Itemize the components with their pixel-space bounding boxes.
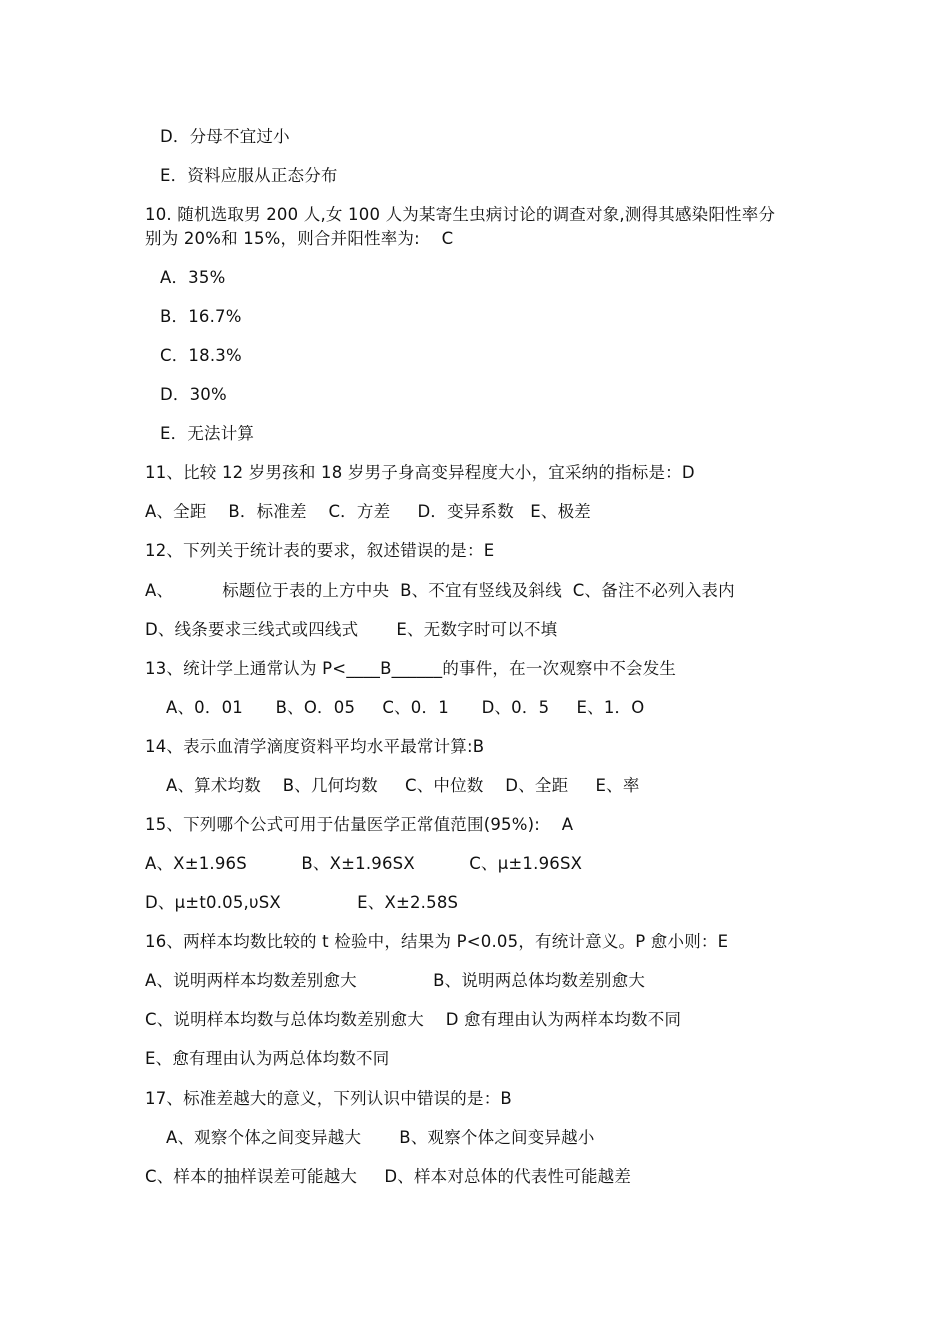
q16-options-line2: C、说明样本均数与总体均数差别愈大 D 愈有理由认为两样本均数不同 bbox=[145, 1010, 682, 1029]
q13-options: A、0．01 B、O．05 C、0．1 D、0．5 E、1．O bbox=[166, 698, 645, 717]
question-11: 11、比较 12 岁男孩和 18 岁男子身高变异程度大小，宜采纳的指标是：D bbox=[145, 463, 695, 482]
question-14: 14、表示血清学滴度资料平均水平最常计算:B bbox=[145, 737, 485, 756]
question-10-line2: 别为 20%和 15%，则合并阳性率为: C bbox=[145, 229, 454, 248]
q17-options-line1: A、观察个体之间变异越大 B、观察个体之间变异越小 bbox=[166, 1128, 595, 1147]
q12-options-line2: D、线条要求三线式或四线式 E、无数字时可以不填 bbox=[145, 620, 558, 639]
q16-options-line1: A、说明两样本均数差别愈大 B、说明两总体均数差别愈大 bbox=[145, 971, 646, 990]
q10-option-c: C．18.3% bbox=[160, 346, 242, 365]
q10-option-b: B．16.7% bbox=[160, 307, 242, 326]
question-10-line1: 10. 随机选取男 200 人,女 100 人为某寄生虫病讨论的调查对象,测得其感染阳性率分 bbox=[145, 205, 776, 224]
q16-options-line3: E、愈有理由认为两总体均数不同 bbox=[145, 1049, 390, 1068]
q15-options-line1: A、X±1.96S B、X±1.96SX C、μ±1.96SX bbox=[145, 854, 583, 873]
option-d-line: D．分母不宜过小 bbox=[160, 127, 290, 146]
q10-option-d: D．30% bbox=[160, 385, 227, 404]
question-13: 13、统计学上通常认为 P<____B______的事件，在一次观察中不会发生 bbox=[145, 659, 677, 678]
question-12: 12、下列关于统计表的要求，叙述错误的是：E bbox=[145, 541, 495, 560]
q12-options-line1: A、 标题位于表的上方中央 B、不宜有竖线及斜线 C、备注不必列入表内 bbox=[145, 581, 735, 600]
question-15: 15、下列哪个公式可用于估量医学正常值范围(95%): A bbox=[145, 815, 574, 834]
q10-option-a: A．35% bbox=[160, 268, 226, 287]
q10-option-e: E．无法计算 bbox=[160, 424, 255, 443]
q17-options-line2: C、样本的抽样误差可能越大 D、样本对总体的代表性可能越差 bbox=[145, 1167, 632, 1186]
q15-options-line2: D、μ±t0.05,υSX E、X±2.58S bbox=[145, 893, 459, 912]
q14-options: A、算术均数 B、几何均数 C、中位数 D、全距 E、率 bbox=[166, 776, 640, 795]
q11-options: A、全距 B．标准差 C．方差 D．变异系数 E、极差 bbox=[145, 502, 591, 521]
option-e-line: E．资料应服从正态分布 bbox=[160, 166, 338, 185]
question-16: 16、两样本均数比较的 t 检验中，结果为 P<0.05，有统计意义。P 愈小则：E bbox=[145, 932, 729, 951]
question-17: 17、标准差越大的意义，下列认识中错误的是：B bbox=[145, 1089, 512, 1108]
